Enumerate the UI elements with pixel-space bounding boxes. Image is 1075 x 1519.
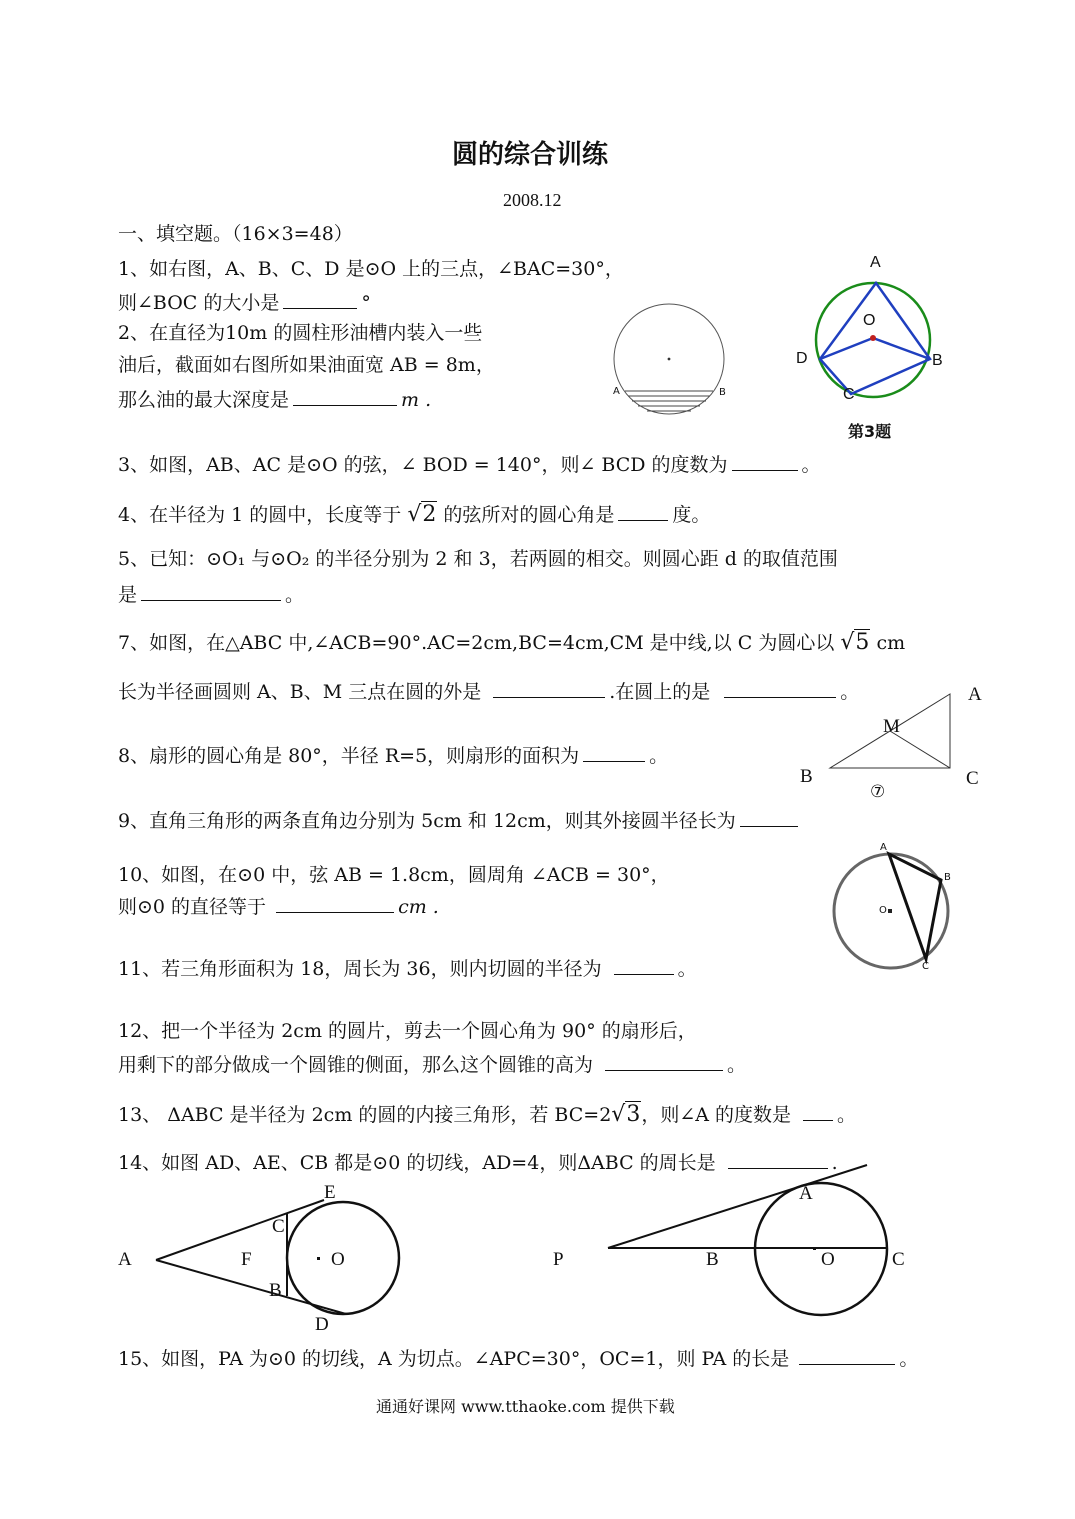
- fig3-label-d: D: [796, 350, 808, 367]
- fig10-label-o: O: [879, 905, 887, 916]
- fig15-label-c: C: [892, 1249, 905, 1270]
- question-2-line-1: 2、在直径为10m 的圆柱形油槽内装入一些: [118, 322, 483, 344]
- question-12-line-1: 12、把一个半径为 2cm 的圆片，剪去一个圆心角为 90° 的扇形后，: [118, 1020, 697, 1042]
- question-2-line-3: [118, 385, 431, 413]
- answer-blank-12[interactable]: [605, 1050, 723, 1071]
- fig7-caption: ⑦: [870, 782, 886, 802]
- question-13-end: 。: [837, 1104, 857, 1126]
- question-8: [118, 741, 668, 769]
- question-11-text: 11、若三角形面积为 18，周长为 36，则内切圆的半径为: [118, 958, 602, 980]
- figure-10-inscribed-angle: [830, 840, 960, 975]
- question-5-line-1: 5、已知：⊙O₁ 与⊙O₂ 的半径分别为 2 和 3，若两圆的相交。则圆心距 d 的取值范围: [118, 548, 838, 570]
- question-9: [118, 806, 802, 834]
- fig14-label-c: C: [272, 1216, 285, 1237]
- question-11: [118, 954, 697, 982]
- answer-blank-8[interactable]: [583, 741, 645, 762]
- question-14-text: 14、如图 AD、AE、CB 都是⊙0 的切线，AD=4，则ΔABC 的周长是: [118, 1152, 716, 1174]
- question-4-text-b: 的弦所对的圆心角是: [443, 504, 615, 526]
- question-11-end: 。: [677, 958, 697, 980]
- fig3-label-b: B: [932, 352, 943, 369]
- question-3-end: 。: [801, 454, 821, 476]
- sqrt-symbol: √3: [611, 1102, 641, 1127]
- fig15-label-o: O: [821, 1249, 835, 1270]
- fig14-label-b: B: [269, 1280, 282, 1301]
- question-4-text-a: 4、在半径为 1 的圆中，长度等于: [118, 504, 402, 526]
- question-4: [118, 500, 710, 528]
- fig2-label-b: B: [719, 387, 726, 398]
- question-14-end: .: [831, 1152, 838, 1174]
- fig10-label-b: B: [944, 872, 951, 883]
- fig10-label-a: A: [880, 842, 887, 853]
- fig2-label-a: A: [613, 386, 620, 397]
- question-2-line-2: 油后，截面如右图所如果油面宽 AB = 8m，: [118, 354, 495, 376]
- fig10-label-c: C: [922, 961, 929, 972]
- fig14-label-e: E: [324, 1182, 336, 1203]
- fig3-caption: 第3题: [848, 422, 892, 441]
- question-12-end: 。: [727, 1054, 747, 1076]
- question-10-line-1: 10、如图，在⊙0 中，弦 AB = 1.8cm，圆周角 ∠ACB = 30°，: [118, 864, 670, 886]
- answer-blank-4[interactable]: [618, 500, 668, 521]
- date: 2008.12: [503, 190, 562, 210]
- fig14-label-o: O: [331, 1249, 345, 1270]
- fig3-label-c: C: [843, 386, 855, 403]
- page-title: 圆的综合训练: [452, 140, 609, 170]
- question-15-end: 。: [899, 1348, 919, 1370]
- answer-blank-13[interactable]: [803, 1100, 833, 1121]
- fig7-label-c: C: [966, 768, 979, 789]
- figure-3-inscribed-quad: [800, 270, 950, 420]
- question-1-text: 则∠BOC 的大小是: [118, 292, 280, 314]
- question-1-unit: °: [361, 292, 371, 314]
- question-12-text: 用剩下的部分做成一个圆锥的侧面，那么这个圆锥的高为: [118, 1054, 594, 1076]
- sqrt-symbol: √5: [840, 630, 870, 655]
- question-15-text: 15、如图，PA 为⊙0 的切线，A 为切点。∠APC=30°，OC=1，则 PA 的长是: [118, 1348, 790, 1370]
- question-10-text: 则⊙0 的直径等于: [118, 896, 267, 918]
- question-5-text: 是: [118, 584, 138, 606]
- question-13: [118, 1100, 856, 1128]
- q4-radicand: 2: [422, 502, 437, 527]
- question-1-line-1: 1、如右图，A、B、C、D 是⊙O 上的三点，∠BAC=30°，: [118, 258, 624, 280]
- fig7-label-a: A: [968, 684, 982, 705]
- question-3: [118, 450, 821, 478]
- question-12-line-2: [118, 1050, 746, 1078]
- fig3-label-o: O: [863, 312, 876, 329]
- question-8-text: 8、扇形的圆心角是 80°，半径 R=5，则扇形的面积为: [118, 745, 580, 767]
- fig7-label-m: M: [883, 716, 900, 737]
- question-5-line-2: [118, 580, 304, 608]
- question-9-text: 9、直角三角形的两条直角边分别为 5cm 和 12cm，则其外接圆半径长为: [118, 810, 736, 832]
- question-8-end: 。: [649, 745, 669, 767]
- fig15-label-p: P: [553, 1249, 564, 1270]
- question-1-line-2: [118, 288, 371, 316]
- answer-blank-11[interactable]: [614, 954, 674, 975]
- question-13-text-b: ，则∠A 的度数是: [641, 1104, 791, 1126]
- answer-blank-15[interactable]: [799, 1344, 895, 1365]
- question-7-end: 。: [840, 681, 860, 703]
- answer-blank-1[interactable]: [283, 288, 357, 309]
- question-7-text-c: .在圆上的是: [609, 681, 711, 703]
- question-4-end: 度。: [672, 504, 711, 526]
- question-10-unit: cm .: [398, 896, 439, 918]
- q13-radicand: 3: [626, 1102, 641, 1127]
- fig15-label-a: A: [799, 1183, 813, 1204]
- fig7-label-b: B: [800, 766, 813, 787]
- answer-blank-5[interactable]: [141, 580, 281, 601]
- sqrt-symbol: √2: [407, 502, 437, 527]
- question-7-text-b: 长为半径画圆则 A、B、M 三点在圆的外是: [118, 681, 482, 703]
- question-7-line-1: [118, 630, 905, 656]
- question-2-text: 那么油的最大深度是: [118, 389, 290, 411]
- question-15: [118, 1344, 918, 1372]
- figure-15-tangent-secant: [580, 1160, 900, 1320]
- question-3-text: 3、如图，AB、AC 是⊙O 的弦，∠ BOD = 140°，则∠ BCD 的度数为: [118, 454, 728, 476]
- question-5-end: 。: [285, 584, 305, 606]
- fig14-label-d: D: [315, 1314, 329, 1335]
- footer: 通通好课网 www.tthaoke.com 提供下载: [376, 1397, 675, 1416]
- question-2-unit: m .: [401, 389, 432, 411]
- question-10-line-2: [118, 892, 439, 920]
- answer-blank-10[interactable]: [276, 892, 394, 913]
- answer-blank-9[interactable]: [740, 806, 798, 827]
- fig14-label-a: A: [118, 1249, 132, 1270]
- question-7-unit: cm: [876, 632, 906, 654]
- question-13-text-a: 13、 ΔABC 是半径为 2cm 的圆的内接三角形，若 BC=2: [118, 1104, 612, 1126]
- figure-2-oil-tank: [600, 300, 740, 420]
- question-7-line-2: [118, 677, 859, 705]
- q7-radicand: 5: [855, 630, 870, 655]
- answer-blank-3[interactable]: [732, 450, 798, 471]
- fig3-label-a: A: [870, 254, 881, 271]
- question-7-text-a: 7、如图，在△ABC 中,∠ACB=90°.AC=2cm,BC=4cm,CM 是中线,以 C 为圆心以: [118, 632, 835, 654]
- section-heading: 一、填空题。（16×3=48）: [118, 223, 353, 245]
- fig15-label-b: B: [706, 1249, 719, 1270]
- fig14-label-f: F: [241, 1249, 252, 1270]
- answer-blank-2[interactable]: [293, 385, 397, 406]
- answer-blank-7a[interactable]: [493, 677, 605, 698]
